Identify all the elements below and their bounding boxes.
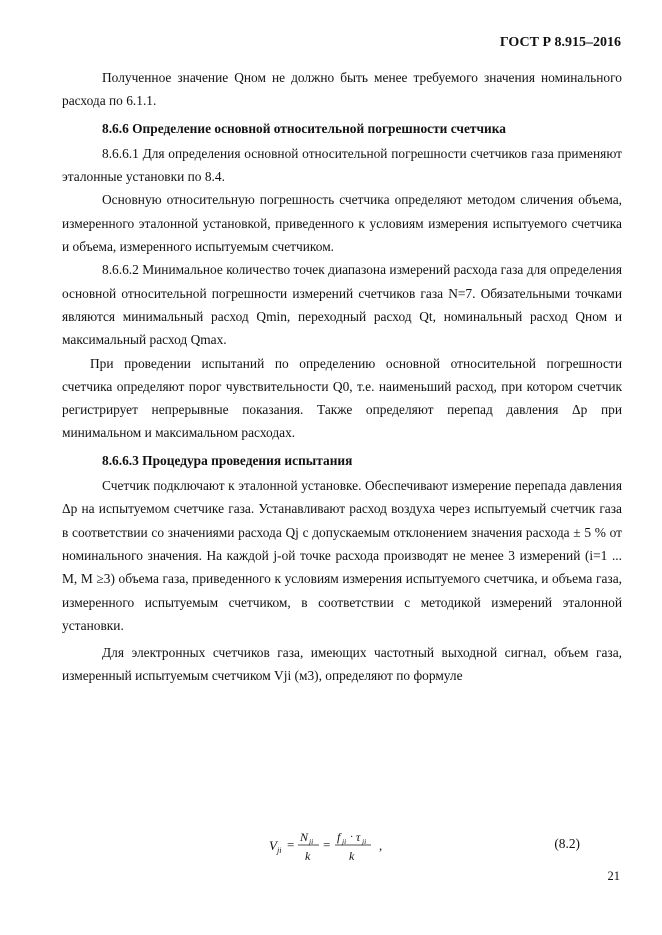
formula-expression [267,826,467,868]
body-text [62,66,622,688]
paragraph-8-6-6-2: 8.6.6.2 Минимальное количество точек диапазона измерений расхода газа для определения основной относительной погрешности измерений счетчиков газа N=7. Обязательными точками являются минимальный расход Qmin, переходный расход Qt, номинальный расход Qном и максимальный расход Qmax. [62,262,622,348]
section-heading-8-6-6-3: 8.6.6.3 Процедура проведения испытания [102,452,353,468]
formula-num2-tau: τ [356,830,361,844]
formula-num1-sub: ji [309,837,314,846]
formula-den1: k [305,849,311,863]
formula-num1: N [300,830,309,844]
formula-eq1: = [287,837,295,852]
formula-8-2 [62,826,622,868]
paragraph-error-method: Основную относительную погрешность счетчика определяют методом сличения объема, измеренного эталонной установкой, приведенного к условиям измерения испытуемого счетчика и объема, измеренного испытуемым счетчиком. [62,192,622,255]
formula-dot: · [350,832,354,843]
paragraph-sensitivity-threshold: При проведении испытаний по определению основной относительной погрешности счетчика определяют порог чувствительности Q0, т.е. наименьший расход, при котором счетчик регистрирует непрерывные показания. Также определяют перепад давления Δp при минимальном и максимальном расходах. [62,355,622,441]
formula-trailing-comma: , [379,838,383,853]
formula-num2-f: f [337,830,341,844]
formula-den2: k [349,849,355,863]
formula-eq2: = [323,837,331,852]
paragraph-8-6-6-1: 8.6.6.1 Для определения основной относительной погрешности счетчиков газа применяют эталонные установки по 8.4. [62,145,622,185]
formula-num2-f-sub: ji [342,837,347,846]
formula-lhs: V [269,838,277,853]
formula-lhs-sub: ji [277,846,282,855]
section-heading-8-6-6: 8.6.6 Определение основной относительной погрешности счетчика [102,120,506,136]
paragraph-procedure: Счетчик подключают к эталонной установке. Обеспечивают измерение перепада давления Δp на испытуемом счетчике газа. Устанавливают расход воздуха через испытуемый счетчик газа в соответствии со значениями расхода Qj с допускаемым отклонением значения расхода ± 5 % от номинального значения. На каждой j-ой точке расхода производят не менее 3 измерений (i=1 ... M, M ≥3) объема газа, приведенного к условиям измерения испытуемого счетчика, и объема газа, измеренного испытуемым счетчиком, в соответствии с методикой измерений эталонной установки. [62,478,622,633]
page-number: 21 [607,869,620,883]
paragraph-electronic-meters: Для электронных счетчиков газа, имеющих частотный выходной сигнал, объем газа, измеренный испытуемым счетчиком Vji (м3), определяют по формуле [62,645,622,684]
equation-number: (8.2) [554,836,580,851]
document-id: ГОСТ Р 8.915–2016 [499,35,621,50]
paragraph-nominal-flow: Полученное значение Qном не должно быть менее требуемого значения номинального расхода по 6.1.1. [62,70,622,109]
formula-num2-tau-sub: ji [362,837,367,846]
